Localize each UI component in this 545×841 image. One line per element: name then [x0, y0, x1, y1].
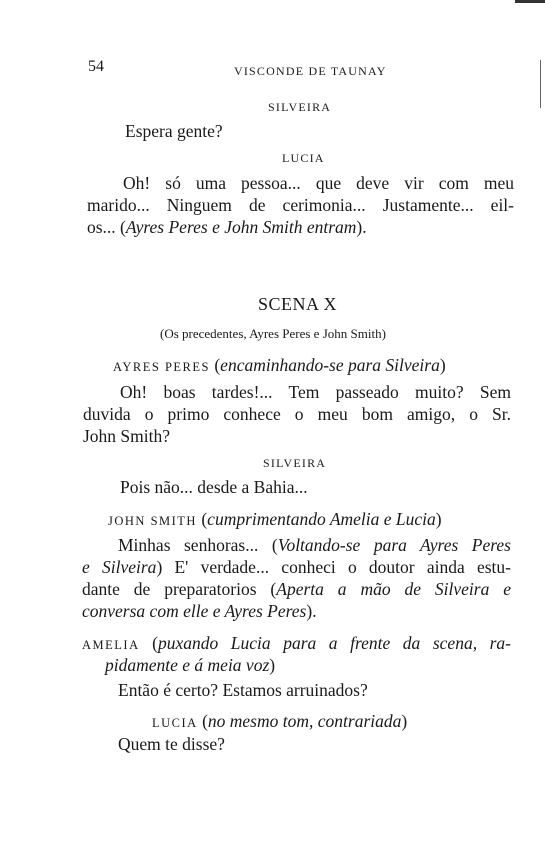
speaker-lucia-line: LUCIA (no mesmo tom, contrariada) [152, 711, 408, 731]
dialogue-line: os... (Ayres Peres e John Smith entram). [87, 217, 367, 237]
speaker-amelia-line: AMELIA (puxando Lucia para a frente da scena, ra- [82, 633, 512, 653]
speaker-ayres-peres-line: AYRES PERES (encaminhando-se para Silveira) [113, 355, 446, 375]
dialogue-line: Quem te disse? [118, 734, 225, 754]
dialogue-line: Pois não... desde a Bahia... [120, 477, 308, 497]
dialogue-line: Oh! só uma pessoa... que deve vir com meu [123, 173, 514, 193]
speaker-silveira: SILVEIRA [263, 456, 327, 470]
dialogue-line: Oh! boas tardes!... Tem passeado muito? Sem [120, 382, 511, 402]
running-head: VISCONDE DE TAUNAY [234, 64, 387, 78]
speaker-lucia: LUCIA [282, 151, 325, 165]
dialogue-line: Espera gente? [125, 121, 223, 141]
page-number: 54 [88, 58, 104, 75]
speaker-john-smith-line: JOHN SMITH (cumprimentando Amelia e Lucia) [108, 509, 442, 529]
scene-note: (Os precedentes, Ayres Peres e John Smith) [160, 326, 386, 341]
stage-direction: pidamente e á meia voz) [105, 655, 276, 675]
dialogue-line: dante de preparatorios (Aperta a mão de Silveira e [82, 579, 512, 599]
scan-edge-mark [515, 0, 545, 3]
dialogue-line: e Silveira) E' verdade... conheci o doutor ainda estu- [82, 557, 511, 577]
scan-edge-tick [540, 60, 541, 108]
dialogue-line: conversa com elle e Ayres Peres). [82, 601, 317, 621]
dialogue-line: Então é certo? Estamos arruinados? [118, 680, 368, 700]
scene-title: SCENA X [258, 294, 338, 314]
dialogue-line: duvida o primo conhece o meu bom amigo, o Sr. [83, 404, 511, 424]
dialogue-line: marido... Ninguem de cerimonia... Justamente... eil- [87, 195, 514, 215]
speaker-silveira: SILVEIRA [268, 100, 332, 114]
dialogue-line: Minhas senhoras... (Voltando-se para Ayres Peres [118, 535, 511, 555]
dialogue-line: John Smith? [83, 426, 171, 446]
